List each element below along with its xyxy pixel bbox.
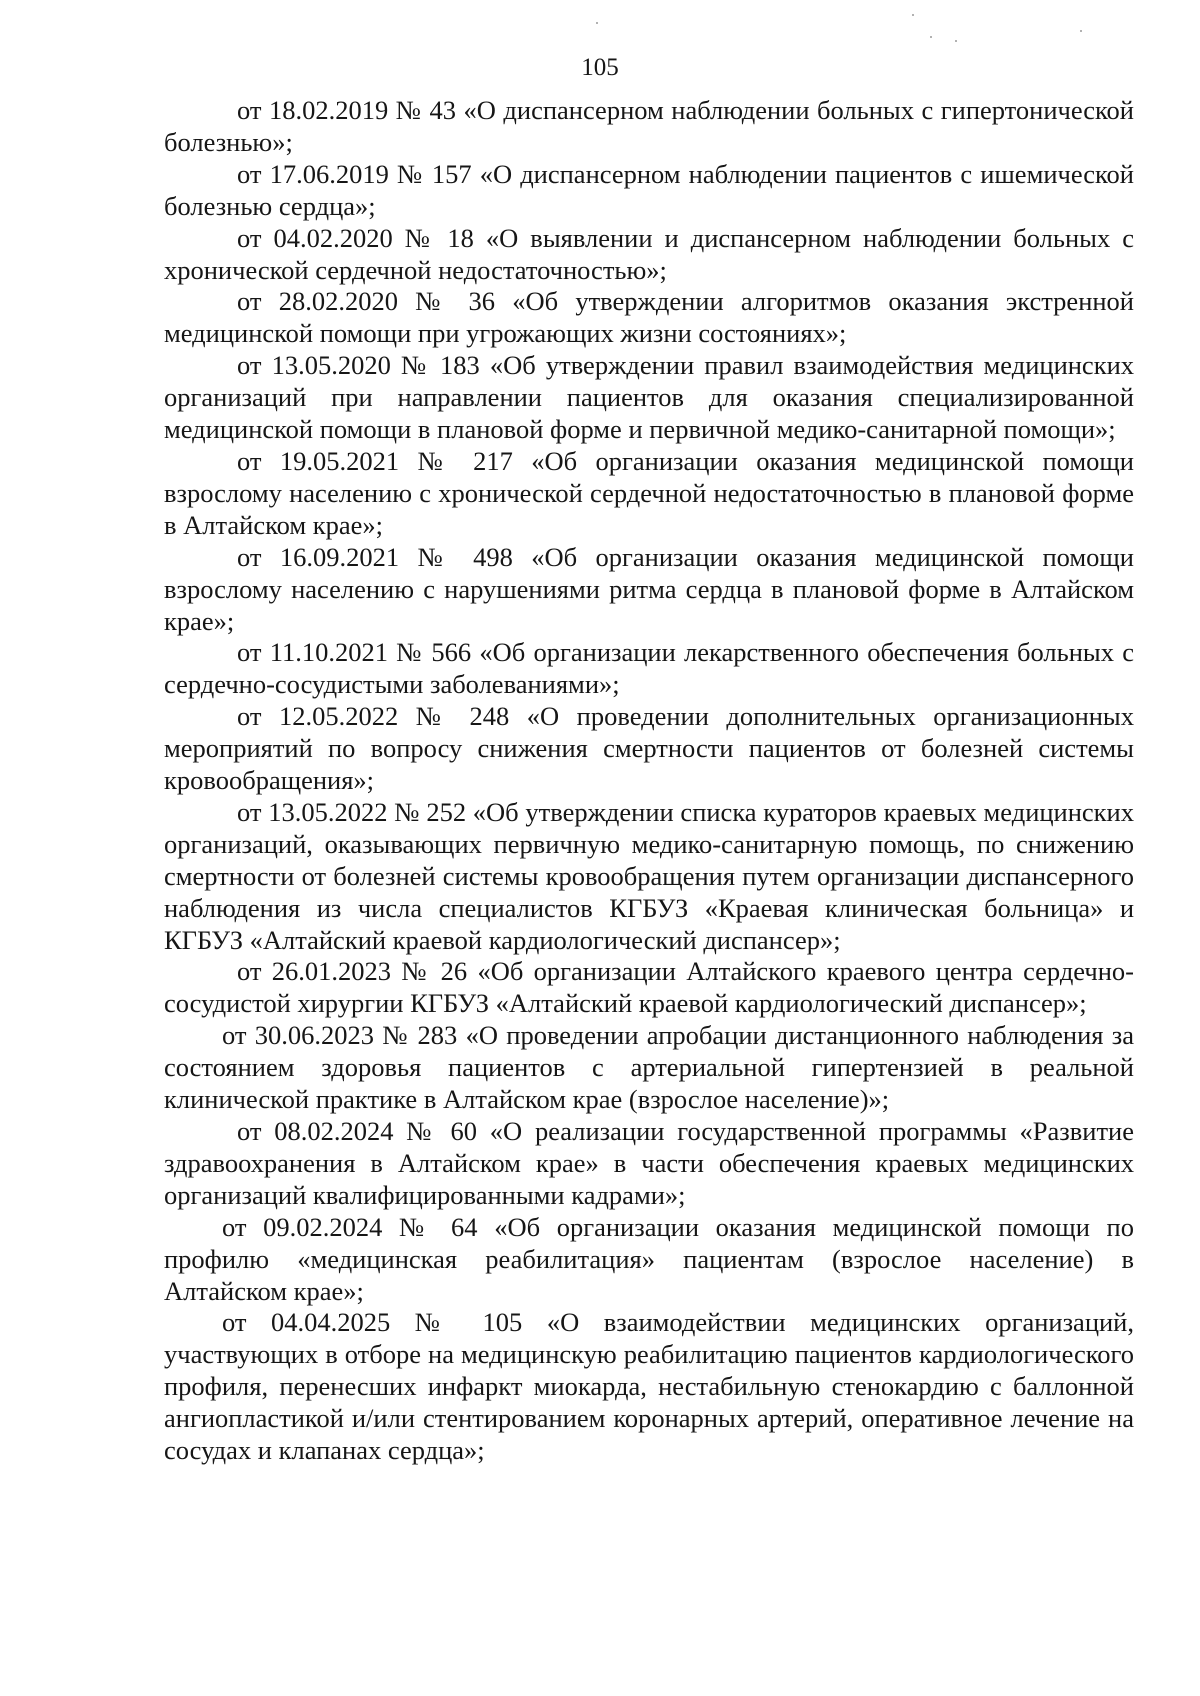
order-reference-paragraph: от 26.01.2023 № 26 «Об организации Алтайского краевого центра сердечно-сосудистой хирургии КГБУЗ «Алтайский краевой кардиологический диспансер»; (164, 956, 1134, 1019)
order-reference-paragraph: от 17.06.2019 № 157 «О диспансерном наблюдении пациентов с ишемической болезнью сердца»; (164, 158, 1134, 221)
order-reference-paragraph: от 04.02.2020 № 18 «О выявлении и диспансерном наблюдении больных с хронической сердечной недостаточностью»; (164, 222, 1134, 285)
order-reference-paragraph: от 04.04.2025 № 105 «О взаимодействии медицинских организаций, участвующих в отборе на медицинскую реабилитацию пациентов кардиологического профиля, перенесших инфаркт миокарда, нестабильную стенокардию с баллонной ангиопластикой и/или стентированием коронарных артерий, оперативное лечение на сосудах и клапанах сердца»; (164, 1307, 1134, 1466)
scan-speck (596, 22, 598, 24)
order-reference-paragraph: от 16.09.2021 № 498 «Об организации оказания медицинской помощи взрослому населению с нарушениями ритма сердца в плановой форме в Алтайском крае»; (164, 541, 1134, 636)
document-body (164, 95, 1134, 1467)
order-reference-paragraph: от 19.05.2021 № 217 «Об организации оказания медицинской помощи взрослому населению с хронической сердечной недостаточностью в плановой форме в Алтайском крае»; (164, 445, 1134, 540)
scan-speck (912, 14, 914, 16)
order-reference-paragraph: от 09.02.2024 № 64 «Об организации оказания медицинской помощи по профилю «медицинская реабилитация» пациентам (взрослое население) в Алтайском крае»; (164, 1211, 1134, 1306)
page-number: 105 (581, 54, 619, 81)
order-reference-paragraph: от 13.05.2022 № 252 «Об утверждении списка кураторов краевых медицинских организаций, оказывающих первичную медико-санитарную помощь, по снижению смертности от болезней системы кровообращения путем организации диспансерного наблюдения из числа специалистов КГБУЗ «Краевая клиническая больница» и КГБУЗ «Алтайский краевой кардиологический диспансер»; (164, 796, 1134, 955)
scan-speck (955, 40, 957, 42)
order-reference-paragraph: от 08.02.2024 № 60 «О реализации государственной программы «Развитие здравоохранения в Алтайском крае» в части обеспечения краевых медицинских организаций квалифицированными кадрами»; (164, 1116, 1134, 1210)
order-reference-paragraph: от 13.05.2020 № 183 «Об утверждении правил взаимодействия медицинских организаций при направлении пациентов для оказания специализированной медицинской помощи в плановой форме и первичной медико-санитарной помощи»; (164, 350, 1134, 445)
scan-speck (1080, 30, 1082, 32)
order-reference-paragraph: от 28.02.2020 № 36 «Об утверждении алгоритмов оказания экстренной медицинской помощи при угрожающих жизни состояниях»; (164, 286, 1134, 349)
order-reference-paragraph: от 18.02.2019 № 43 «О диспансерном наблюдении больных с гипертонической болезнью»; (164, 95, 1134, 157)
order-reference-paragraph: от 12.05.2022 № 248 «О проведении дополнительных организационных мероприятий по вопросу снижения смертности пациентов от болезней системы кровообращения»; (164, 701, 1134, 796)
scan-speck (930, 36, 932, 38)
order-reference-paragraph: от 11.10.2021 № 566 «Об организации лекарственного обеспечения больных с сердечно-сосудистыми заболеваниями»; (164, 637, 1134, 700)
order-reference-paragraph: от 30.06.2023 № 283 «О проведении апробации дистанционного наблюдения за состоянием здоровья пациентов с артериальной гипертензией в реальной клинической практике в Алтайском крае (взрослое население)»; (164, 1020, 1134, 1115)
